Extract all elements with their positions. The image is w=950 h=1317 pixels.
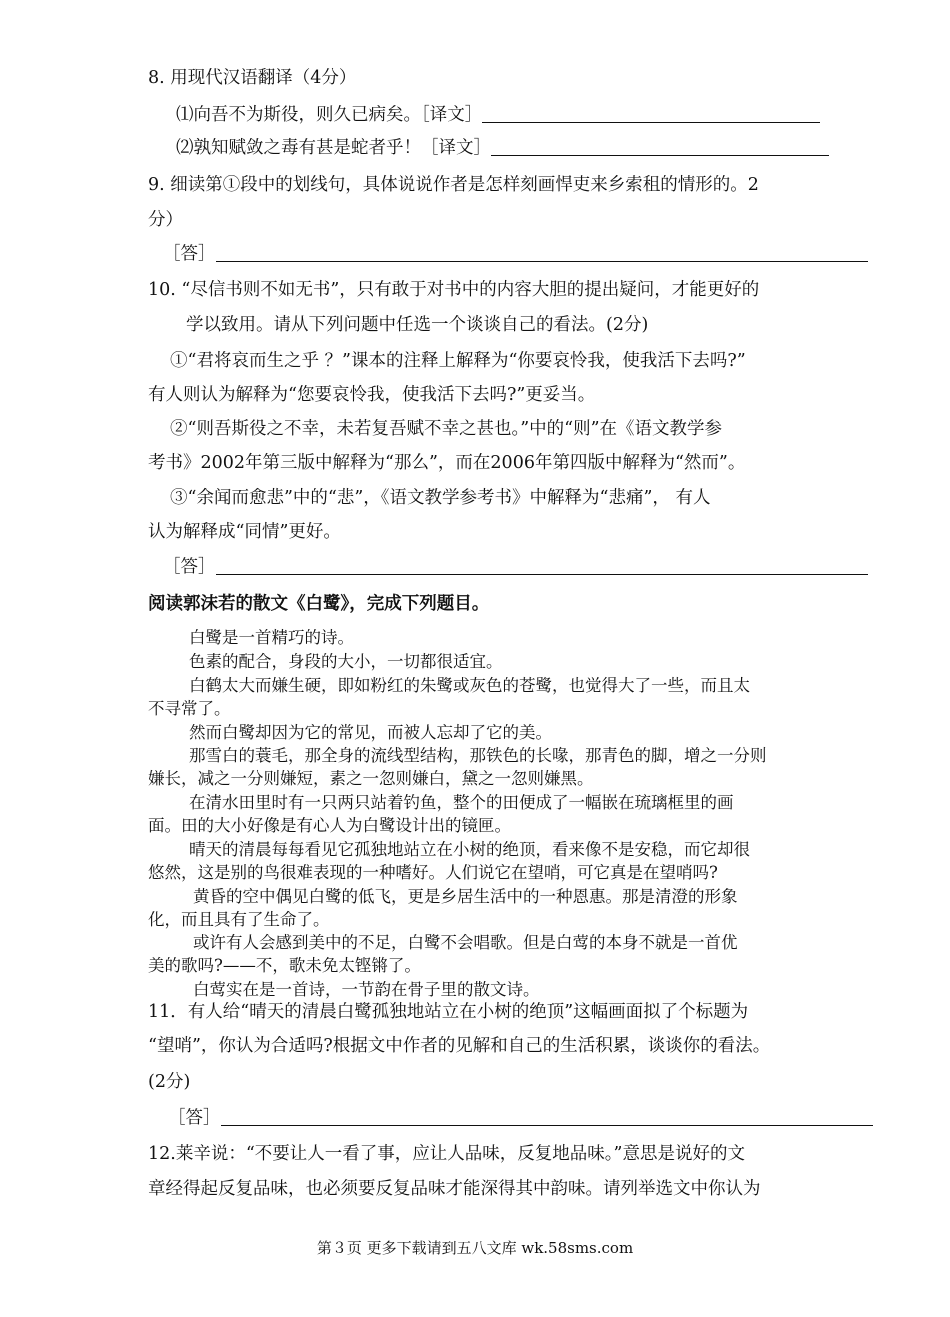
q9-answer-label: ［答］ [163, 244, 216, 264]
passage-p8-line-1: 黄昏的空中偶见白鹭的低飞，更是乡居生活中的一种恩惠。那是清澄的形象 [193, 887, 738, 906]
passage-p5-line-1: 那雪白的蓑毛，那全身的流线型结构，那铁色的长喙，那青色的脚，增之一分则 [189, 746, 767, 765]
q10-option-3-line-1: ③“余闻而愈悲”中的“悲”，《语文教学参考书》中解释为“悲痛”， 有人 [170, 488, 711, 508]
passage-p4: 然而白鹭却因为它的常见，而被人忘却了它的美。 [189, 723, 552, 742]
q10-option-2-line-1: ②“则吾斯役之不幸，未若复吾赋不幸之甚也。”中的“则”在《语文教学参 [170, 419, 723, 439]
page-footer: 第３页 更多下载请到五八文库 wk.58sms.com [316, 1239, 634, 1257]
q11-answer [168, 1104, 873, 1129]
q8-stem: 8. 用现代汉语翻译（4分） [148, 68, 357, 88]
passage-p10: 白莺实在是一首诗，一节韵在骨子里的散文诗。 [193, 980, 540, 999]
passage-p6-line-1: 在清水田里时有一只两只站着钓鱼，整个的田便成了一幅嵌在琉璃框里的画 [189, 793, 734, 812]
q8-item-1-text: ⑴向吾不为斯役，则久已病矣。［译文］ [176, 105, 483, 125]
passage-p3-line-2: 不寻常了。 [148, 699, 231, 718]
q10-answer-blank[interactable] [216, 556, 868, 575]
q10-stem-line-1: 10. “尽信书则不如无书”，只有敢于对书中的内容大胆的提出疑问，才能更好的 [148, 280, 760, 300]
q12-stem-line-1: 12.莱辛说：“不要让人一看了事，应让人品味，反复地品味。”意思是说好的文 [148, 1144, 745, 1164]
q9-answer [163, 240, 868, 265]
passage-p2: 色素的配合，身段的大小，一切都很适宜。 [189, 652, 503, 671]
q11-stem-line-3: (2分) [148, 1072, 191, 1092]
q10-option-3-line-2: 认为解释成“同情”更好。 [148, 522, 341, 542]
passage-p9-line-2: 美的歌吗?——不，歌未免太铿锵了。 [148, 956, 421, 975]
q8-item-2-blank[interactable] [491, 137, 829, 156]
passage-p3-line-1: 白鹤太大而嫌生硬，即如粉红的朱鹭或灰色的苍鹭，也觉得大了一些，而且太 [189, 676, 750, 695]
q8-item-1 [176, 101, 820, 126]
q10-option-1-line-2: 有人则认为解释为“您要哀怜我，使我活下去吗?”更妥当。 [148, 385, 596, 405]
passage-p9-line-1: 或许有人会感到美中的不足，白鹭不会唱歌。但是白莺的本身不就是一首优 [193, 933, 738, 952]
q10-option-1-line-1: ①“君将哀而生之乎 ？”课本的注释上解释为“你要哀怜我，使我活下去吗?” [170, 351, 746, 371]
q10-stem-line-2: 学以致用。请从下列问题中任选一个谈谈自己的看法。(2分) [186, 315, 649, 335]
q11-stem-line-1: 11．有人给“晴天的清晨白鹭孤独地站立在小树的绝顶”这幅画面拟了个标题为 [148, 1002, 749, 1022]
reading-title: 阅读郭沫若的散文《白鹭》，完成下列题目。 [148, 594, 490, 614]
q9-stem-line-1: 9. 细读第①段中的划线句，具体说说作者是怎样刻画悍吏来乡索租的情形的。2 [148, 175, 759, 195]
q11-answer-label: ［答］ [168, 1108, 221, 1128]
q10-answer [163, 553, 868, 578]
passage-p7-line-1: 晴天的清晨每每看见它孤独地站立在小树的绝顶，看来像不是安稳，而它却很 [189, 840, 750, 859]
passage-p1: 白鹭是一首精巧的诗。 [189, 628, 354, 647]
passage-p6-line-2: 面。田的大小好像是有心人为白鹭设计出的镜匣。 [148, 816, 511, 835]
q10-option-2-line-2: 考书》2002年第三版中解释为“那么”，而在2006年第四版中解释为“然而”。 [148, 453, 746, 473]
passage-p5-line-2: 嫌长，减之一分则嫌短，素之一忽则嫌白，黛之一忽则嫌黑。 [148, 769, 594, 788]
q9-answer-blank[interactable] [216, 243, 868, 262]
q8-item-2 [176, 134, 829, 159]
passage-p7-line-2: 悠然，这是别的鸟很难表现的一种嗜好。人们说它在望哨，可它真是在望哨吗? [148, 863, 718, 882]
q8-item-2-text: ⑵孰知赋敛之毒有甚是蛇者乎！［译文］ [176, 138, 491, 158]
q11-answer-blank[interactable] [221, 1107, 873, 1126]
q11-stem-line-2: “望哨”，你认为合适吗?根据文中作者的见解和自己的生活积累，谈谈你的看法。 [148, 1036, 771, 1056]
q12-stem-line-2: 章经得起反复品味，也必须要反复品味才能深得其中韵味。请列举选文中你认为 [148, 1179, 761, 1199]
passage-p8-line-2: 化，而且具有了生命了。 [148, 910, 330, 929]
q9-stem-line-2: 分） [148, 210, 183, 230]
q10-answer-label: ［答］ [163, 557, 216, 577]
q8-item-1-blank[interactable] [482, 104, 820, 123]
